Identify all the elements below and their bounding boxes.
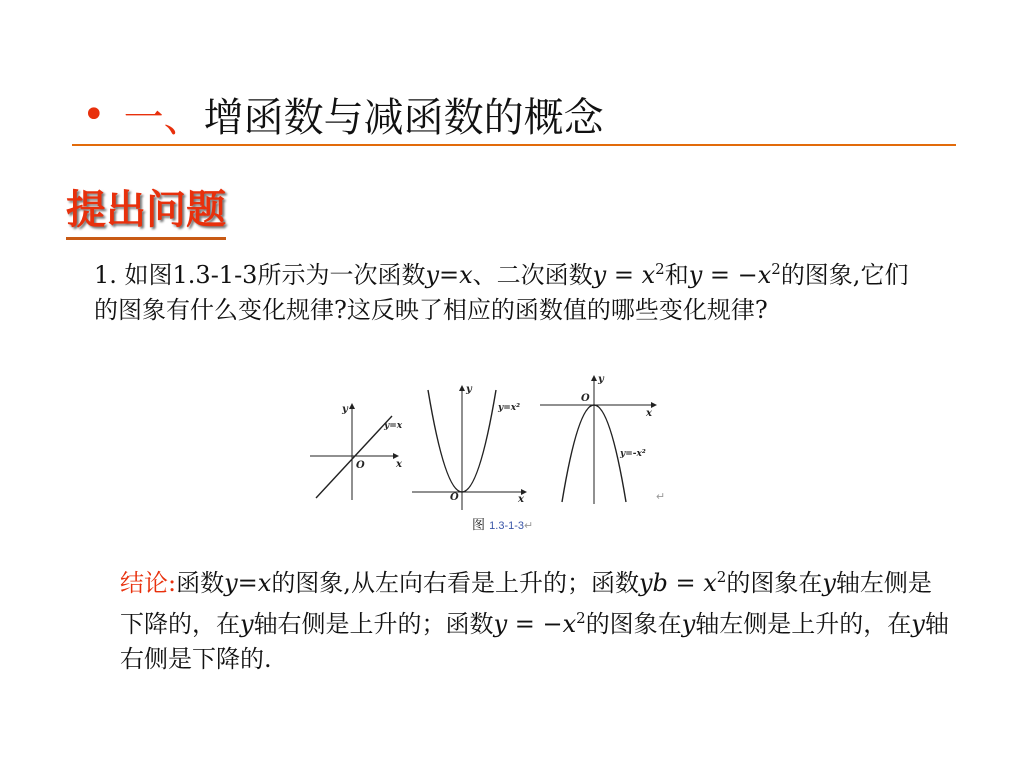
figure-caption: 图 1.3-1-3↵ <box>472 518 534 533</box>
graph-linear <box>310 404 403 500</box>
g3-curve-label: y=-x² <box>620 449 646 459</box>
g1-y-label: y <box>342 404 348 415</box>
section-heading: 提出问题 <box>66 178 226 240</box>
line-y-eq-x <box>316 416 392 498</box>
g3-x-label: x <box>646 408 652 419</box>
g2-y-label: y <box>466 384 472 395</box>
g3-origin-label: O <box>581 393 590 404</box>
g2-x-label: x <box>518 494 524 505</box>
g1-curve-label: y=x <box>384 421 403 431</box>
g3-y-label: y <box>598 374 604 385</box>
graph-parabola-down <box>540 374 656 504</box>
paragraph-mark: ↵ <box>656 491 666 503</box>
slide-title <box>82 86 604 143</box>
g1-origin-label: O <box>356 460 365 471</box>
graph-parabola-up <box>412 384 526 510</box>
title-number: 一、 <box>123 95 204 141</box>
conclusion-paragraph: 结论:函数y=x的图象,从左向右看是上升的；函数yb = $x^2$的图象在y轴左侧是下降的，在y轴右侧是上升的；函数$y = -x^2$的图象在y轴左侧是上升的，在y轴右侧是下降的. <box>120 568 949 673</box>
bullet-icon: • <box>82 91 106 138</box>
g1-x-label: x <box>396 459 402 470</box>
question-paragraph: 1. 如图1.3-1-3所示为一次函数y=x、二次函数$y = x^2$和$y = -x^2$的图象,它们的图象有什么变化规律?这反映了相应的函数值的哪些变化规律? <box>94 260 909 324</box>
g2-origin-label: O <box>450 492 459 503</box>
title-divider <box>72 144 956 146</box>
function-graphs-figure <box>300 368 680 520</box>
conclusion-label: 结论: <box>120 569 177 597</box>
title-text: 增函数与减函数的概念 <box>203 95 604 141</box>
g2-curve-label: y=x² <box>498 403 521 413</box>
graphs-svg <box>300 368 680 520</box>
